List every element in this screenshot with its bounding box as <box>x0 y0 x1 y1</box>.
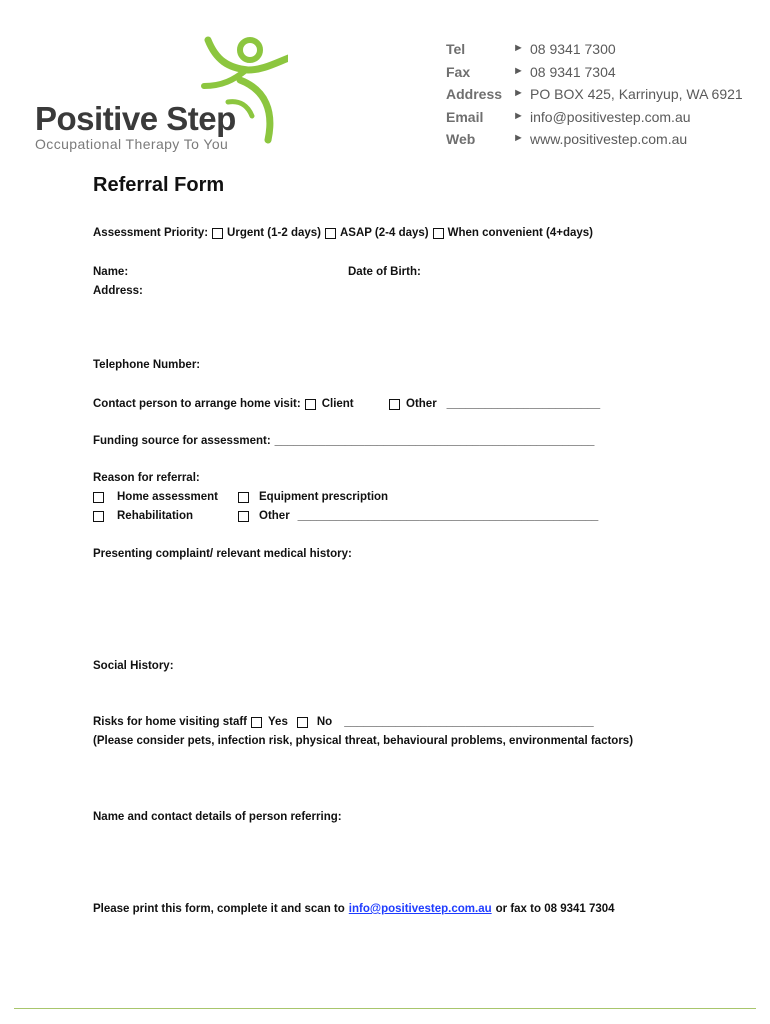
brand-name: Positive Step <box>35 100 236 137</box>
checkbox-rehabilitation[interactable] <box>93 511 104 522</box>
presenting-complaint-label: Presenting complaint/ relevant medical history: <box>93 548 352 560</box>
contact-other-label: Other <box>406 398 437 410</box>
reason-other-row <box>238 509 598 523</box>
contact-label: Web <box>446 131 476 147</box>
checkbox-risks-yes[interactable] <box>251 717 262 728</box>
form-title: Referral Form <box>93 174 225 196</box>
footer-text-after: or fax to 08 9341 7304 <box>495 903 615 915</box>
risks-blank[interactable]: _______________________________________ <box>344 716 594 728</box>
footer-text-before: Please print this form, complete it and scan to <box>93 903 345 915</box>
home-assessment-label: Home assessment <box>117 491 218 503</box>
contact-value: PO BOX 425, Karrinyup, WA 6921 <box>530 86 743 102</box>
contact-label: Address <box>446 86 503 102</box>
reason-other-blank[interactable]: _______________________________________________ <box>297 510 599 522</box>
risks-no-label: No <box>316 716 333 728</box>
checkbox-asap[interactable] <box>325 228 336 239</box>
option-urgent-label: Urgent (1-2 days) <box>227 227 321 239</box>
risks-note: (Please consider pets, infection risk, physical threat, behavioural problems, environmental factors) <box>93 735 634 747</box>
reason-home-row <box>93 490 218 504</box>
footer-instructions <box>93 902 615 916</box>
checkbox-urgent[interactable] <box>212 228 223 239</box>
arrow-right-icon: ► <box>513 42 524 54</box>
checkbox-client[interactable] <box>305 399 316 410</box>
checkbox-risks-no[interactable] <box>297 717 308 728</box>
telephone-label: Telephone Number: <box>93 359 201 371</box>
checkbox-contact-other[interactable] <box>389 399 400 410</box>
name-label: Name: <box>93 266 129 278</box>
contact-person-label: Contact person to arrange home visit: <box>93 398 301 410</box>
reason-equipment-row <box>238 490 388 504</box>
social-history-label: Social History: <box>93 660 174 672</box>
arrow-right-icon: ► <box>513 132 524 144</box>
funding-label: Funding source for assessment: <box>93 435 271 447</box>
option-when-convenient-label: When convenient (4+days) <box>447 227 594 239</box>
funding-row <box>93 434 594 448</box>
arrow-right-icon: ► <box>513 64 524 77</box>
brand-tagline: Occupational Therapy To You <box>35 136 229 152</box>
contact-value: 08 9341 7300 <box>530 41 616 57</box>
option-asap-label: ASAP (2-4 days) <box>339 227 429 239</box>
reason-rehab-row <box>93 509 193 523</box>
checkbox-home-assessment[interactable] <box>93 492 104 503</box>
contact-label: Email <box>446 108 484 125</box>
checkbox-reason-other[interactable] <box>238 511 249 522</box>
reason-other-label: Other <box>259 510 290 522</box>
contact-value: www.positivestep.com.au <box>530 131 688 147</box>
contact-other-row <box>389 397 600 411</box>
checkbox-when-convenient[interactable] <box>433 228 444 239</box>
client-label: Client <box>321 398 354 410</box>
risks-row <box>93 715 594 729</box>
assessment-priority-row <box>93 226 593 240</box>
checkbox-equipment-prescription[interactable] <box>238 492 249 503</box>
funding-blank[interactable]: __________________________________________________ <box>274 435 595 447</box>
contact-label: Tel <box>446 41 466 57</box>
rehabilitation-label: Rehabilitation <box>117 510 194 522</box>
contact-other-blank[interactable]: ________________________ <box>446 398 601 410</box>
risks-label: Risks for home visiting staff <box>93 716 248 728</box>
reason-label: Reason for referral: <box>93 472 200 484</box>
referrer-label: Name and contact details of person referring: <box>93 811 342 823</box>
footer-divider <box>14 1008 756 1009</box>
footer-email-link[interactable]: info@positivestep.com.au <box>348 903 492 915</box>
contact-person-row <box>93 397 354 411</box>
contact-label: Fax <box>446 63 471 80</box>
dob-label: Date of Birth: <box>348 266 421 278</box>
priority-label: Assessment Priority: <box>93 227 209 239</box>
risks-yes-label: Yes <box>268 716 288 728</box>
contact-value: info@positivestep.com.au <box>530 108 691 125</box>
contact-value: 08 9341 7304 <box>530 63 616 80</box>
equipment-label: Equipment prescription <box>259 491 389 503</box>
arrow-right-icon: ► <box>513 109 524 122</box>
address-label: Address: <box>93 285 143 297</box>
arrow-right-icon: ► <box>513 87 524 99</box>
